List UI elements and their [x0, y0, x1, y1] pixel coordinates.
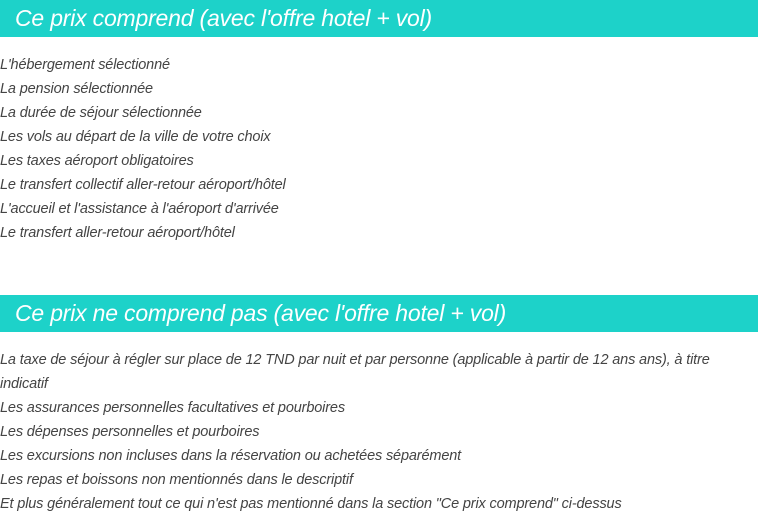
excludes-list — [0, 348, 730, 516]
list-item: Les dépenses personnelles et pourboires — [0, 424, 260, 440]
includes-list — [0, 53, 730, 245]
includes-section-title: Ce prix comprend (avec l'offre hotel + vol) — [0, 0, 758, 37]
list-item: La durée de séjour sélectionnée — [0, 105, 202, 121]
list-item: Le transfert collectif aller-retour aéroport/hôtel — [0, 177, 286, 193]
list-item: Les assurances personnelles facultatives et pourboires — [0, 400, 345, 416]
list-item: L'hébergement sélectionné — [0, 57, 170, 73]
list-item: Les repas et boissons non mentionnés dans le descriptif — [0, 472, 353, 488]
list-item: Et plus généralement tout ce qui n'est pas mentionné dans la section "Ce prix comprend" ci-dessus — [0, 496, 622, 512]
excludes-section-title: Ce prix ne comprend pas (avec l'offre hotel + vol) — [0, 295, 758, 332]
list-item: Le transfert aller-retour aéroport/hôtel — [0, 225, 235, 241]
list-item: Les taxes aéroport obligatoires — [0, 153, 194, 169]
list-item: L'accueil et l'assistance à l'aéroport d'arrivée — [0, 201, 279, 217]
list-item: Les excursions non incluses dans la réservation ou achetées séparément — [0, 448, 462, 464]
list-item: Les vols au départ de la ville de votre choix — [0, 129, 271, 145]
list-item: La taxe de séjour à régler sur place de 12 TND par nuit et par personne (applicable à partir de 12 ans ans), à titre indicatif — [0, 352, 710, 392]
list-item: La pension sélectionnée — [0, 81, 153, 97]
